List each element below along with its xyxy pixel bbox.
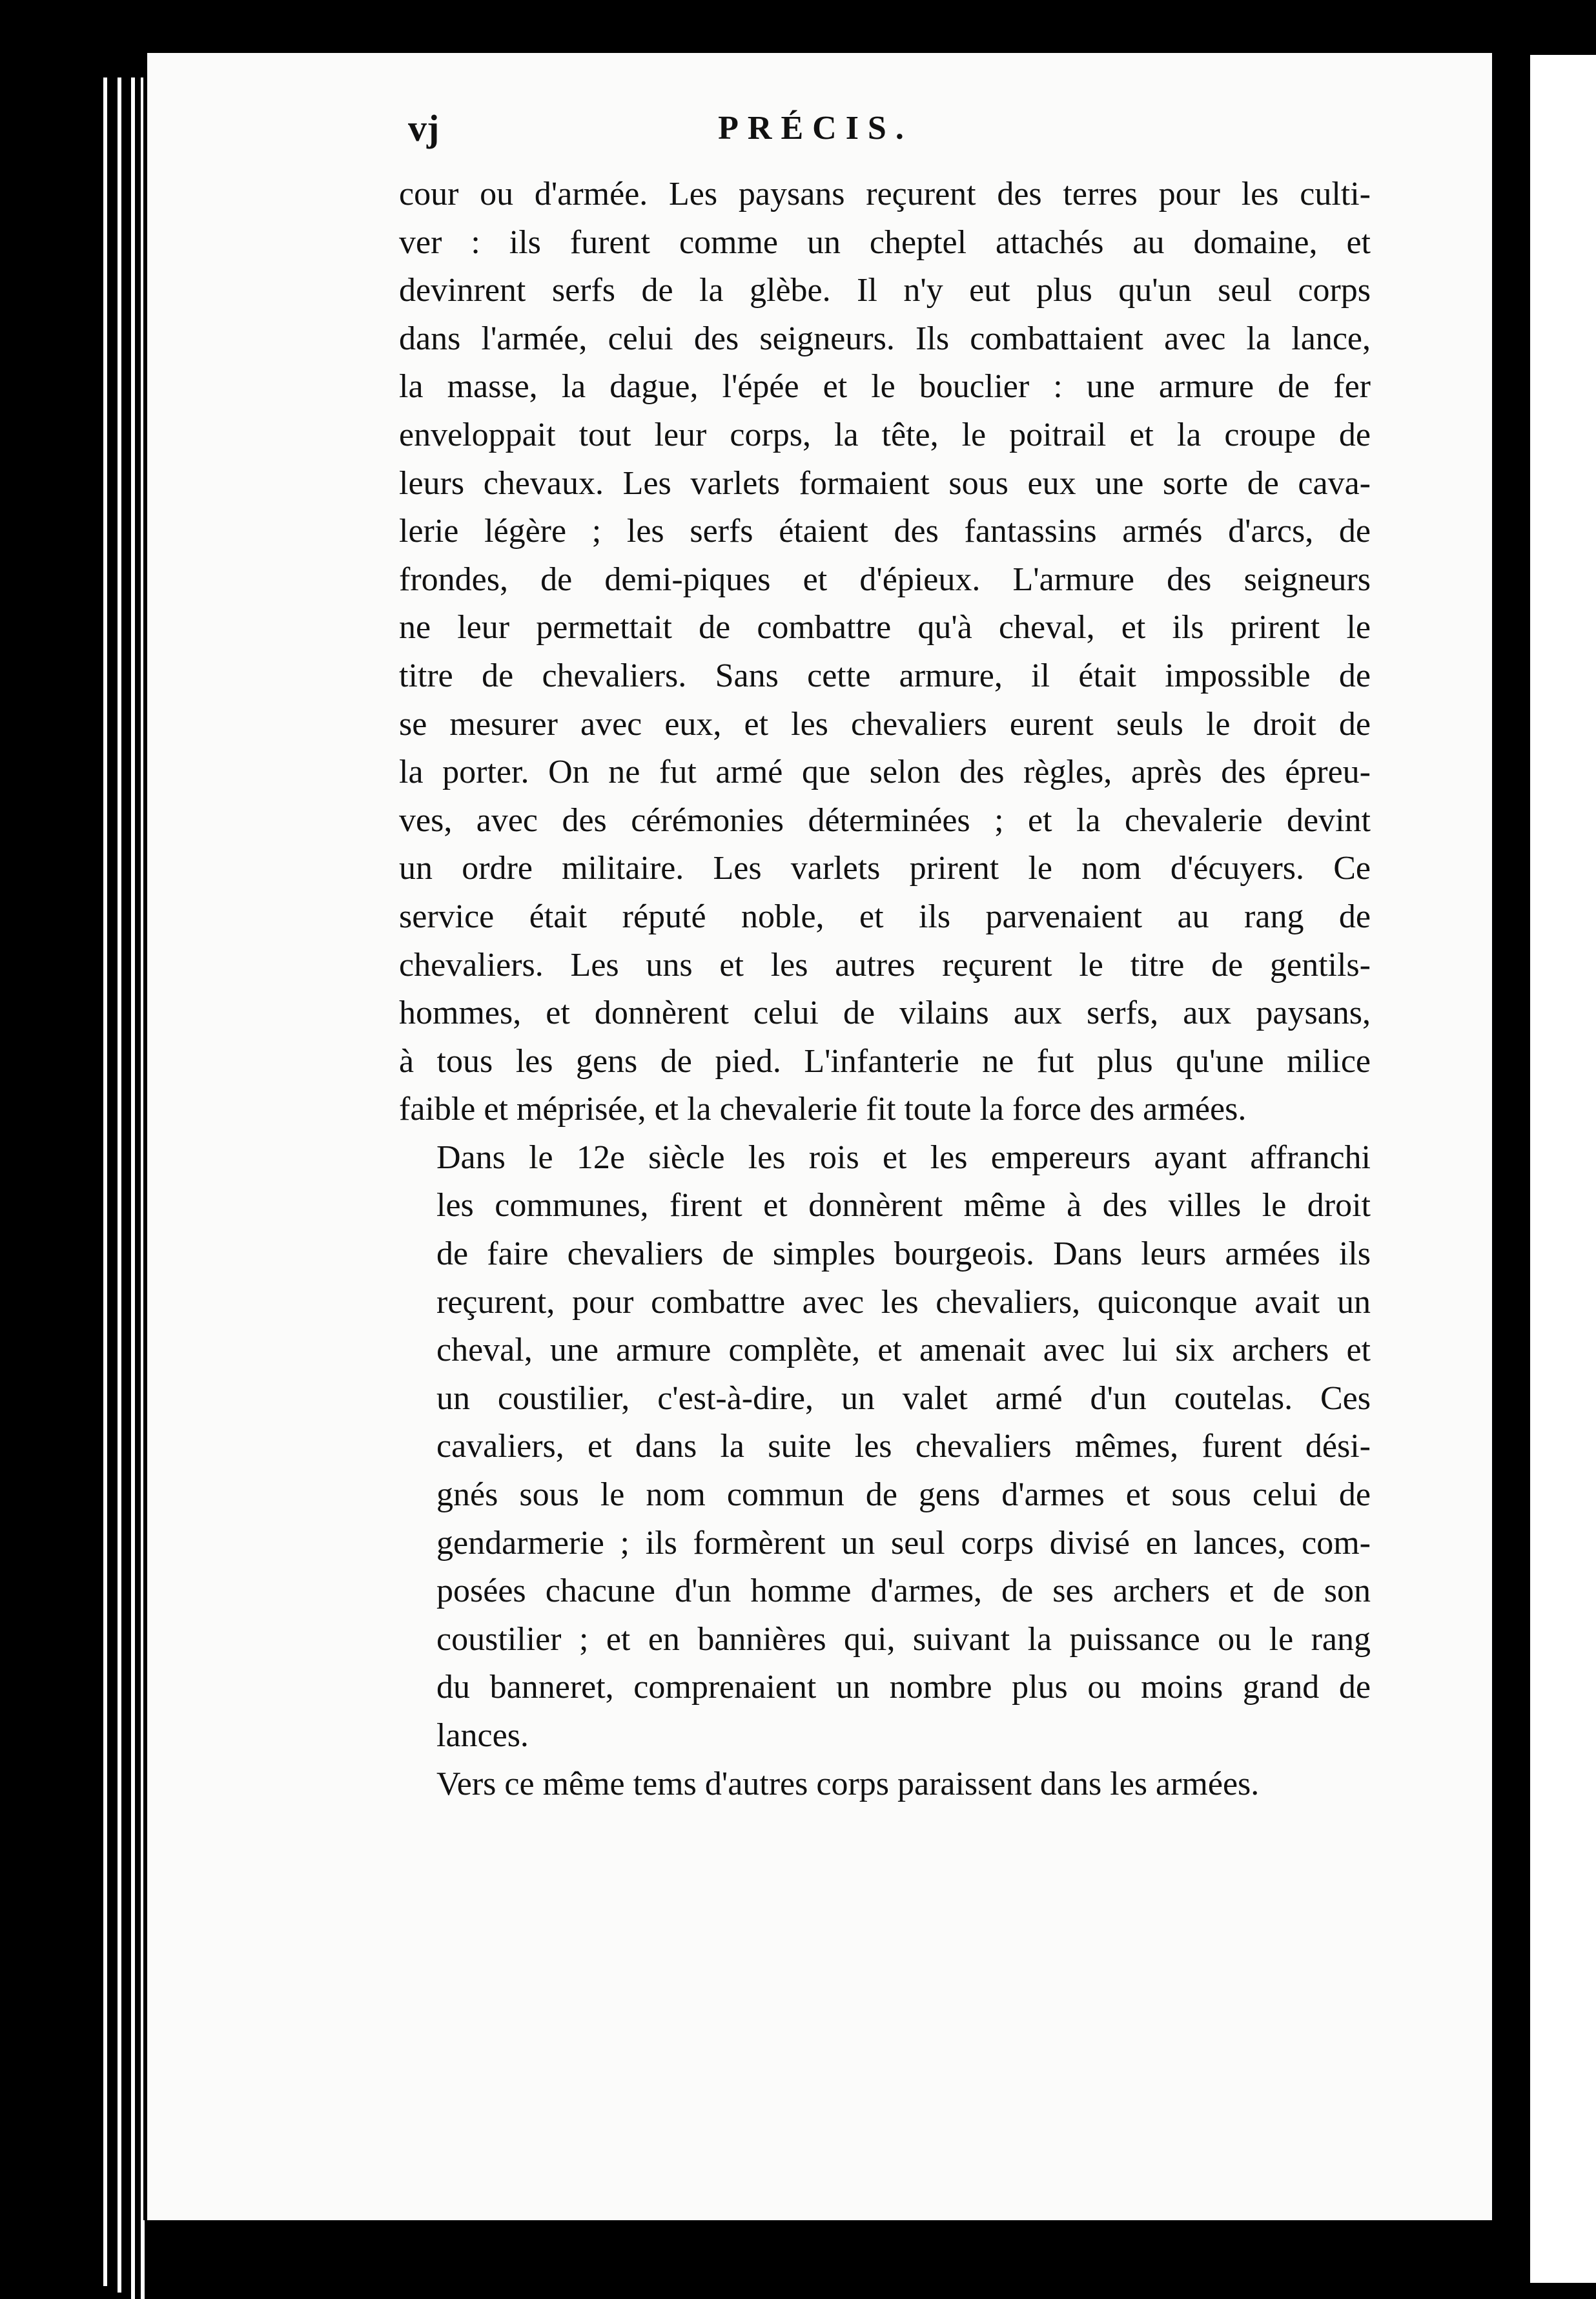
text-line: se mesurer avec eux, et les chevaliers eurent seuls le droit de [399, 705, 1371, 743]
text-line: lances. [436, 1717, 529, 1754]
text-line: coustilier ; et en bannières qui, suivant la puissance ou le rang [436, 1620, 1371, 1658]
text-line: titre de chevaliers. Sans cette armure, il était impossible de [399, 657, 1371, 694]
page-edge [141, 77, 145, 2299]
text-line: frondes, de demi-piques et d'épieux. L'armure des seigneurs [399, 561, 1371, 598]
running-head: PRÉCIS. [718, 110, 913, 147]
text-line: du banneret, comprenaient un nombre plus ou moins grand de [436, 1669, 1371, 1706]
text-line: leurs chevaux. Les varlets formaient sous eux une sorte de cava- [399, 464, 1371, 502]
facing-page-edge [1530, 55, 1596, 2283]
text-line: chevaliers. Les uns et les autres reçurent le titre de gentils- [399, 946, 1371, 984]
text-line: faible et méprisée, et la chevalerie fit toute la force des armées. [399, 1091, 1247, 1128]
page-header [260, 107, 1371, 165]
page-number: vj [408, 107, 440, 149]
text-line: lerie légère ; les serfs étaient des fantassins armés d'arcs, de [399, 513, 1371, 550]
page-edge [103, 77, 107, 2286]
text-line: cour ou d'armée. Les paysans reçurent des terres pour les culti- [399, 176, 1371, 212]
text-line: ver : ils furent comme un cheptel attachés au domaine, et [399, 223, 1371, 261]
text-line: cavaliers, et dans la suite les chevaliers mêmes, furent dési- [436, 1428, 1371, 1465]
text-line: hommes, et donnèrent celui de vilains aux serfs, aux paysans, [399, 995, 1371, 1032]
text-line: un coustilier, c'est-à-dire, un valet armé d'un coutelas. Ces [436, 1379, 1371, 1417]
text-line: cheval, une armure complète, et amenait avec lui six archers et [436, 1332, 1371, 1369]
page-edge [131, 77, 135, 2299]
text-line: service était réputé noble, et ils parvenaient au rang de [399, 898, 1371, 935]
text-line: enveloppait tout leur corps, la tête, le poitrail et la croupe de [399, 416, 1371, 453]
paragraph-3 [399, 1760, 1371, 1809]
text-line: gendarmerie ; ils formèrent un seul corps divisé en lances, com- [436, 1524, 1371, 1562]
body-text [399, 170, 1371, 1808]
text-line: à tous les gens de pied. L'infanterie ne fut plus qu'une milice [399, 1042, 1371, 1080]
text-line: Dans le 12e siècle les rois et les empereurs ayant affranchi [436, 1139, 1371, 1176]
text-line: la porter. On ne fut armé que selon des règles, après des épreu- [399, 754, 1371, 791]
text-line: Vers ce même tems d'autres corps paraissent dans les armées. [436, 1765, 1260, 1802]
text-line: posées chacune d'un homme d'armes, de ses archers et de son [436, 1572, 1371, 1610]
text-line: devinrent serfs de la glèbe. Il n'y eut plus qu'un seul corps [399, 272, 1371, 309]
text-line: un ordre militaire. Les varlets prirent le nom d'écuyers. Ce [399, 850, 1371, 887]
text-line: gnés sous le nom commun de gens d'armes et sous celui de [436, 1476, 1371, 1514]
paragraph-2 [399, 1134, 1371, 1760]
text-line: ves, avec des cérémonies déterminées ; et la chevalerie devint [399, 801, 1371, 839]
paragraph-1 [399, 170, 1371, 1134]
text-line: les communes, firent et donnèrent même à des villes le droit [436, 1187, 1371, 1224]
text-line: de faire chevaliers de simples bourgeois. Dans leurs armées ils [436, 1235, 1371, 1273]
text-line: reçurent, pour combattre avec les chevaliers, quiconque avait un [436, 1283, 1371, 1321]
text-line: ne leur permettait de combattre qu'à cheval, et ils prirent le [399, 609, 1371, 646]
text-line: dans l'armée, celui des seigneurs. Ils combattaient avec la lance, [399, 320, 1371, 357]
text-line: la masse, la dague, l'épée et le bouclier : une armure de fer [399, 368, 1371, 406]
page-edge [118, 77, 121, 2293]
